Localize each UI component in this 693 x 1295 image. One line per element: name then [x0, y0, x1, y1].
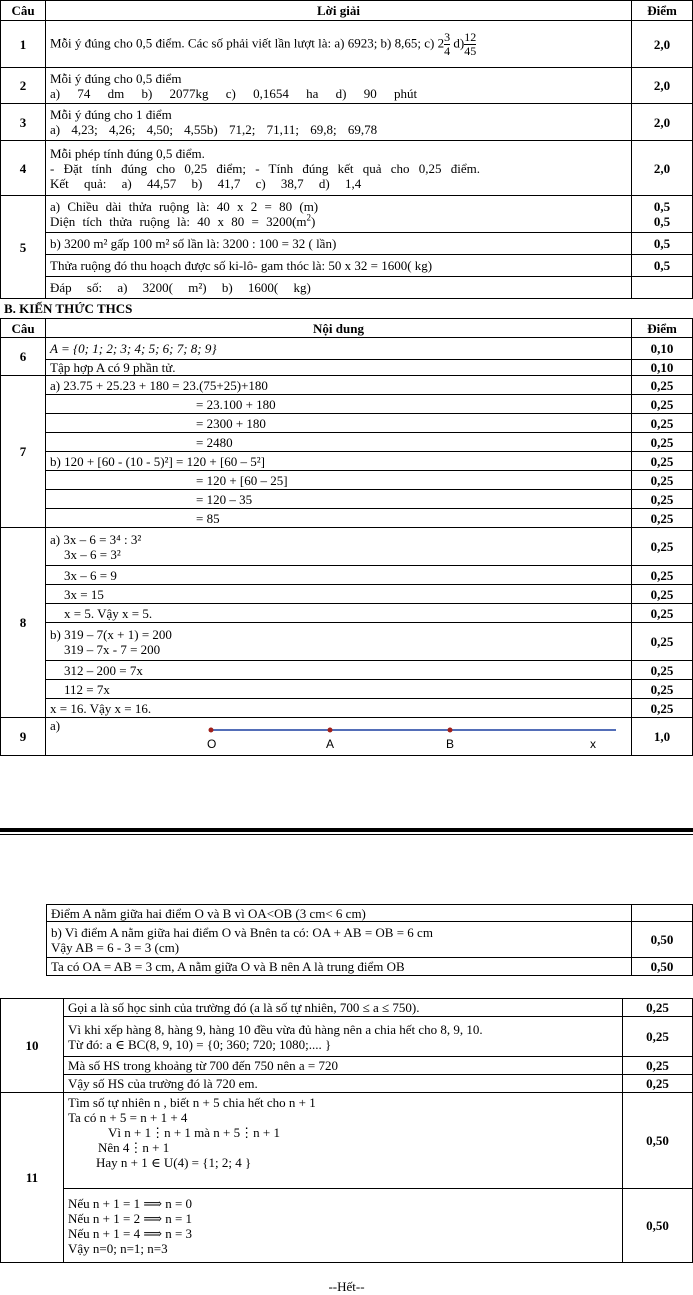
q7-step: = 2480 — [46, 433, 632, 452]
q9-num: 9 — [1, 718, 46, 756]
q8-step: x = 5. Vậy x = 5. — [46, 604, 632, 623]
q11-part-b: Nếu n + 1 = 1 ⟹ n = 0 Nếu n + 1 = 2 ⟹ n = 1 Nếu n + 1 = 4 ⟹ n = 3 Vậy n=0; n=1; n=3 — [64, 1189, 623, 1263]
q5-s2: 0,5 — [632, 233, 693, 255]
q2-num: 2 — [1, 68, 46, 104]
q1-frac-d: $\frac{12}{45}$ — [464, 29, 477, 58]
q9-figure — [46, 718, 632, 756]
col-noidung: Nội dung — [46, 319, 632, 338]
q1-num: 1 — [1, 21, 46, 68]
q7-num: 7 — [1, 376, 46, 528]
q10-step: Mà số HS trong khoảng từ 700 đến 750 nên a = 720 — [64, 1057, 623, 1075]
q8-score: 0,25 — [632, 528, 693, 566]
q8-step: a) 3x – 6 = 3⁴ : 3² 3x – 6 = 3² — [46, 528, 632, 566]
q7-score: 0,25 — [632, 433, 693, 452]
q10-body — [1, 999, 693, 1093]
q1-frac-c: $\frac{3}{4}$ — [444, 29, 451, 58]
q5-r4: Đáp số: a) 3200( m²) b) 1600( kg) — [46, 277, 632, 299]
q9b-table — [46, 904, 693, 976]
label-x: x — [590, 737, 596, 751]
q8-step: 112 = 7x — [46, 680, 632, 699]
q8-score: 0,25 — [632, 680, 693, 699]
q10-q11-table — [0, 998, 693, 1263]
q7-score: 0,25 — [632, 471, 693, 490]
q10-score: 0,25 — [623, 1075, 693, 1093]
q10-score: 0,25 — [623, 1017, 693, 1057]
q4-score: 2,0 — [632, 141, 693, 196]
q8-step: b) 319 – 7(x + 1) = 200 319 – 7x - 7 = 200 — [46, 623, 632, 661]
q6-r2: Tập hợp A có 9 phần tử. — [46, 360, 632, 376]
q10-step: Vậy số HS của trường đó là 720 em. — [64, 1075, 623, 1093]
q4-num: 4 — [1, 141, 46, 196]
q2-score: 2,0 — [632, 68, 693, 104]
q2-text: Mỗi ý đúng cho 0,5 điểm a) 74 dm b) 2077kg c) 0,1654 ha d) 90 phút — [46, 68, 632, 104]
point-b — [448, 728, 453, 733]
q8-score: 0,25 — [632, 604, 693, 623]
q7-score: 0,25 — [632, 376, 693, 395]
q8-step: x = 16. Vậy x = 16. — [46, 699, 632, 718]
q8-score: 0,25 — [632, 566, 693, 585]
col-diem: Điểm — [632, 1, 693, 21]
q7-step: = 120 – 35 — [46, 490, 632, 509]
q8-step: 3x – 6 = 9 — [46, 566, 632, 585]
q6-num: 6 — [1, 338, 46, 376]
part-b-heading: B. KIẾN THỨC THCS — [4, 301, 133, 316]
q7-score: 0,25 — [632, 452, 693, 471]
q3-num: 3 — [1, 104, 46, 141]
page-break — [0, 828, 693, 832]
q7-score: 0,25 — [632, 395, 693, 414]
q7-score: 0,25 — [632, 490, 693, 509]
q8-score: 0,25 — [632, 661, 693, 680]
q1-text: Mỗi ý đúng cho 0,5 điểm. Các số phải viết lần lượt là: a) 6923; b) 8,65; c) 2 $\frac{3}{4}$ d) $\frac{12}{45}$ — [46, 21, 632, 68]
q9b-r3: Ta có OA = AB = 3 cm, A nằm giữa O và B nên A là trung điểm OB — [47, 958, 632, 976]
q7-step: = 120 + [60 – 25] — [46, 471, 632, 490]
q7-step: = 85 — [46, 509, 632, 528]
q1-score: 2,0 — [632, 21, 693, 68]
q11-part-a: Tìm số tự nhiên n , biết n + 5 chia hết cho n + 1 Ta có n + 5 = n + 1 + 4 Vì n + 1⋮n + 1 mà n + 5⋮n + 1 Nên 4⋮n + 1 Hay n + 1 ∈ U(4) = {1; 2; 4 } — [64, 1093, 623, 1189]
label-b: B — [446, 737, 455, 751]
q4-text: Mỗi phép tính đúng 0,5 điểm. - Đặt tính đúng cho 0,25 điểm; - Tính đúng kết quả cho 0,25 điểm. Kết quả: a) 44,57 b) 41,7 c) 38,7 d) 1,4 — [46, 141, 632, 196]
point-o — [209, 728, 214, 733]
q11-num: 11 — [1, 1093, 64, 1263]
q9-label: a) — [50, 718, 61, 733]
part-a-table — [0, 0, 693, 299]
col-loigiai: Lời giải — [46, 1, 632, 21]
q10-score: 0,25 — [623, 999, 693, 1017]
q3-score: 2,0 — [632, 104, 693, 141]
q6-s1: 0,10 — [632, 338, 693, 360]
q3-text: Mỗi ý đúng cho 1 điểm a) 4,23; 4,26; 4,50; 4,55b) 71,2; 71,11; 69,8; 69,78 — [46, 104, 632, 141]
col-cau-b: Câu — [1, 319, 46, 338]
label-o: O — [207, 737, 217, 751]
q7-score: 0,25 — [632, 509, 693, 528]
q8-score: 0,25 — [632, 585, 693, 604]
q11-sb: 0,50 — [623, 1189, 693, 1263]
q9b-s2: 0,50 — [632, 922, 693, 958]
q5-r2: b) 3200 m² gấp 100 m² số lần là: 3200 : 100 = 32 ( lần) — [46, 233, 632, 255]
q5-r3: Thửa ruộng đó thu hoạch được số ki-lô- gam thóc là: 50 x 32 = 1600( kg) — [46, 255, 632, 277]
q8-num: 8 — [1, 528, 46, 718]
footer-het: --Hết-- — [328, 1279, 365, 1294]
q9b-r1: Điểm A nằm giữa hai điểm O và B vì OA<OB (3 cm< 6 cm) — [47, 905, 632, 922]
q7-step: b) 120 + [60 - (10 - 5)²] = 120 + [60 – 5²] — [46, 452, 632, 471]
q5-s1: 0,5 0,5 — [632, 196, 693, 233]
label-a: A — [326, 737, 335, 751]
q8-score: 0,25 — [632, 699, 693, 718]
q8-step: 312 – 200 = 7x — [46, 661, 632, 680]
q8-body — [1, 528, 693, 718]
q10-step: Vì khi xếp hàng 8, hàng 9, hàng 10 đều vừa đủ hàng nên a chia hết cho 8, 9, 10. Từ đó: a ∈ BC(8, 9, 10) = {0; 360; 720; 1080;.... } — [64, 1017, 623, 1057]
q8-step: 3x = 15 — [46, 585, 632, 604]
q7-step: = 2300 + 180 — [46, 414, 632, 433]
q10-score: 0,25 — [623, 1057, 693, 1075]
q9b-s3: 0,50 — [632, 958, 693, 976]
col-cau: Câu — [1, 1, 46, 21]
part-b-table — [0, 318, 693, 756]
q9b-r2: b) Vì điểm A nằm giữa hai điểm O và Bnên ta có: OA + AB = OB = 6 cm Vậy AB = 6 - 3 = 3 (cm) — [47, 922, 632, 958]
col-diem-b: Điểm — [632, 319, 693, 338]
q5-s3: 0,5 — [632, 255, 693, 277]
q7-step: = 23.100 + 180 — [46, 395, 632, 414]
q7-score: 0,25 — [632, 414, 693, 433]
q8-score: 0,25 — [632, 623, 693, 661]
q5-num: 5 — [1, 196, 46, 299]
point-a — [328, 728, 333, 733]
ray-ox-diagram — [186, 720, 693, 754]
q9-score: 1,0 — [632, 718, 693, 756]
q7-step: a) 23.75 + 25.23 + 180 = 23.(75+25)+180 — [46, 376, 632, 395]
q11-sa: 0,50 — [623, 1093, 693, 1189]
q7-body — [1, 376, 693, 528]
q5-r1: a) Chiều dài thửa ruộng là: 40 x 2 = 80 (m) Diện tích thửa ruộng là: 40 x $80 = 3200(m^2)$ — [46, 196, 632, 233]
q10-step: Gọi a là số học sinh của trường đó (a là số tự nhiên, 700 ≤ a ≤ 750). — [64, 999, 623, 1017]
q6-r1: A = {0; 1; 2; 3; 4; 5; 6; 7; 8; 9} — [46, 338, 632, 360]
q6-s2: 0,10 — [632, 360, 693, 376]
q10-num: 10 — [1, 999, 64, 1093]
